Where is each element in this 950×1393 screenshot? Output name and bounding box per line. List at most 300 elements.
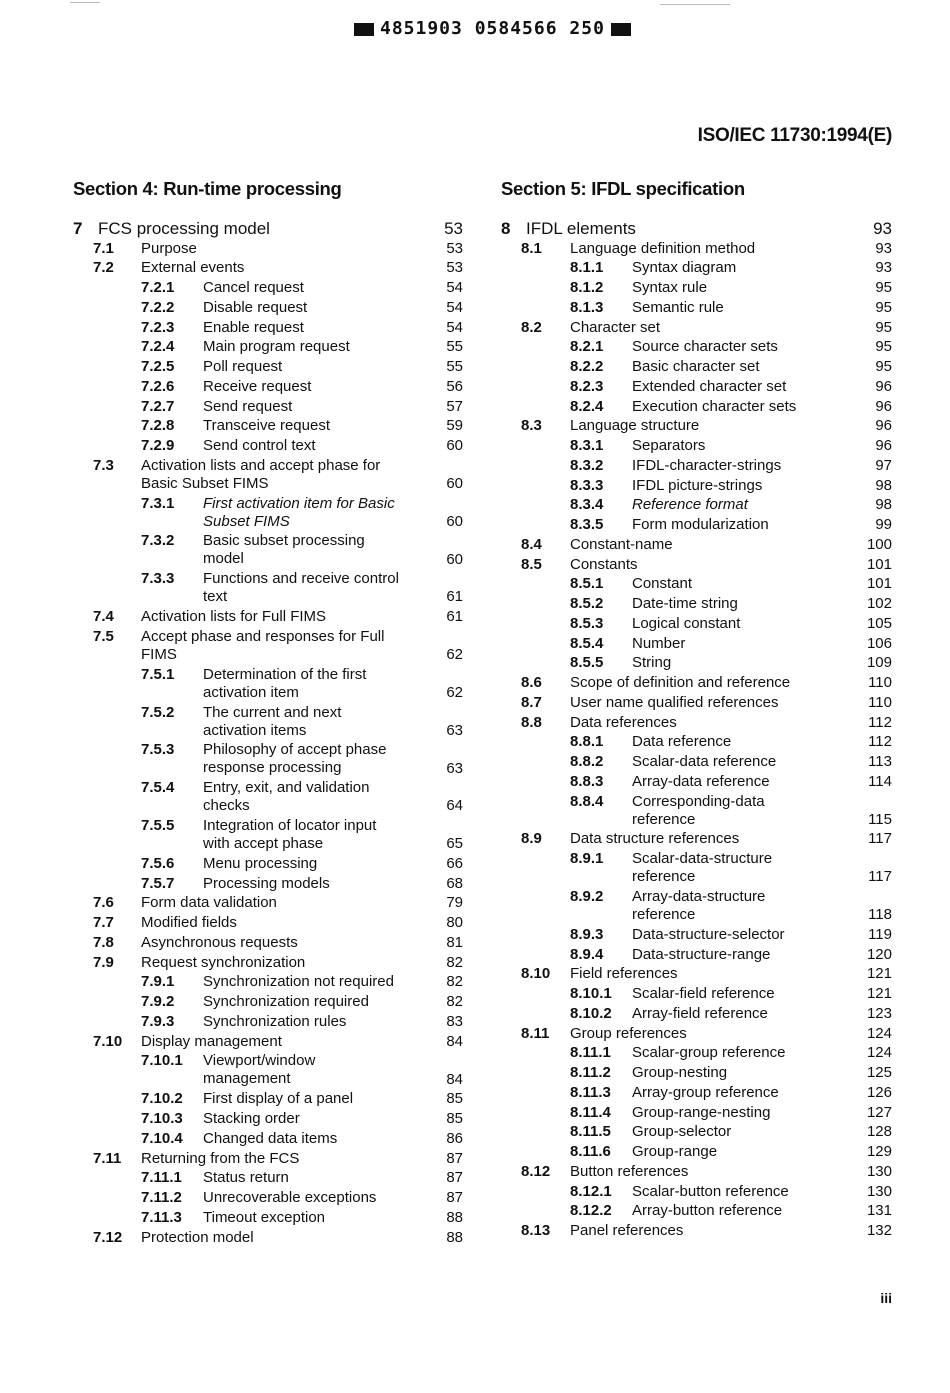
toc-entry-number: 7.4 [93, 608, 114, 626]
toc-entry-title [141, 934, 419, 952]
toc-entry-page: 126 [866, 1083, 892, 1101]
toc-entry-number: 8.10.2 [570, 1004, 612, 1022]
toc-entry [501, 1123, 896, 1143]
toc-entry-title [141, 457, 419, 493]
toc-entry-page: 106 [866, 634, 892, 652]
toc-entry-title [570, 674, 848, 692]
toc-entry-title [632, 516, 848, 534]
toc-entry-title-line: Language definition method [570, 239, 756, 257]
toc-entry-title [203, 532, 419, 568]
toc-entry-number: 8.3.2 [570, 456, 604, 474]
toc-entry [73, 993, 468, 1013]
toc-entry-title [141, 1033, 419, 1051]
toc-entry-page: 129 [866, 1143, 892, 1161]
toc-entry-title-line: Basic character set [632, 358, 760, 375]
toc-entry-title [203, 338, 419, 356]
toc-entry-title [632, 299, 848, 317]
toc-entry [73, 1013, 468, 1033]
toc-entry-page: 66 [446, 854, 463, 872]
toc-entry-title-line: Unrecoverable exceptions [203, 1189, 377, 1207]
toc-entry-page: 53 [446, 239, 463, 257]
toc-entry-number: 8.3.1 [570, 437, 604, 454]
toc-entry-title-line: Language structure [570, 417, 700, 435]
toc-entry-title [632, 1005, 848, 1023]
toc-entry-page: 109 [866, 654, 892, 672]
toc-entry-title [570, 417, 848, 435]
toc-entry-title-line: Transceive request [203, 417, 331, 435]
toc-entry-title-line: String [632, 654, 672, 672]
toc-entry [501, 965, 896, 985]
toc-entry-title [570, 714, 848, 732]
toc-entry-number: 7 [73, 219, 83, 238]
toc-entry [73, 457, 468, 495]
toc-entry-title-line: Button references [570, 1162, 689, 1180]
toc-entry-page: 95 [875, 318, 892, 336]
toc-entry-title [141, 954, 419, 972]
toc-entry-title [632, 338, 848, 356]
toc-entry-page: 123 [866, 1004, 892, 1022]
toc-entry-title-line: Processing models [203, 874, 330, 892]
toc-entry-page: 63 [446, 759, 463, 777]
toc-entry-page: 60 [446, 474, 463, 492]
toc-entry-title-line: Constant-name [570, 535, 673, 553]
toc-entry-page: 130 [866, 1182, 892, 1200]
toc-entry-title [570, 965, 848, 983]
barcode-block-left [354, 23, 374, 36]
toc-entry [501, 850, 896, 888]
toc-entry-title [632, 926, 848, 944]
toc-entry-title-line: Syntax rule [632, 279, 708, 296]
toc-entry [501, 1222, 896, 1242]
toc-entry-title-line: Asynchronous requests [141, 933, 298, 951]
toc-entry-title [632, 1104, 848, 1122]
toc-entry-title-line: Menu processing [203, 854, 318, 872]
toc-entry-number: 8.5.2 [570, 595, 604, 612]
toc-entry-title-line: Field references [570, 965, 678, 983]
toc-entry-title-line: Send request [203, 397, 293, 415]
toc-entry [501, 985, 896, 1005]
toc-entry-title [632, 398, 848, 416]
scan-mark [660, 4, 730, 5]
toc-entry-page: 95 [875, 338, 892, 356]
toc-entry-number: 8.5 [521, 555, 542, 573]
toc-entry-page: 96 [875, 377, 892, 395]
toc-entry-title [632, 1044, 848, 1062]
toc-entry [73, 875, 468, 895]
toc-entry-number: 7.2.7 [141, 397, 175, 415]
toc-entry-page: 60 [446, 437, 463, 454]
toc-entry-page: 102 [866, 595, 892, 612]
toc-entry-title [632, 1143, 848, 1161]
toc-entry-number: 7.2.5 [141, 358, 175, 375]
toc-entry-number: 8 [501, 219, 511, 238]
toc-entry-title-line: Returning from the FCS [141, 1149, 300, 1167]
toc-entry-title [203, 1189, 419, 1207]
toc-entry-title [632, 1064, 848, 1082]
toc-entry-number: 7.9.3 [141, 1012, 175, 1030]
toc-entry-page: 55 [446, 358, 463, 375]
toc-entry [73, 495, 468, 533]
toc-entry-page: 110 [868, 693, 892, 711]
toc-entry-title-line: Disable request [203, 298, 308, 316]
toc-entry-title-line: Array-button reference [632, 1202, 783, 1220]
toc-entry-title-line: First activation item for Basic [203, 494, 395, 512]
toc-entry-number: 8.2 [521, 318, 542, 336]
toc-entry-page: 124 [866, 1044, 892, 1062]
toc-entry-page: 84 [446, 1070, 463, 1088]
toc-entry-title-line: reference [632, 868, 696, 886]
toc-entry [501, 615, 896, 635]
toc-entry [501, 575, 896, 595]
toc-entry-page: 132 [866, 1222, 892, 1240]
toc-entry-page: 97 [875, 456, 892, 474]
toc-entry-number: 7.2.1 [141, 279, 175, 296]
toc-entry-page: 110 [868, 674, 892, 691]
toc-entry [73, 973, 468, 993]
toc-entry-title [632, 888, 848, 924]
toc-entry-title [98, 219, 419, 238]
toc-entry-title-line: IFDL elements [526, 219, 636, 238]
toc-entry-number: 8.9.2 [570, 887, 604, 905]
toc-entry-title-line: Array-data-structure [632, 887, 766, 905]
toc-entry [73, 398, 468, 418]
toc-entry-title [203, 437, 419, 455]
toc-entry-number: 7.10.2 [141, 1090, 183, 1108]
toc-entry-number: 7.7 [93, 914, 114, 932]
toc-entry-title [632, 753, 848, 771]
toc-entry-page: 100 [866, 535, 892, 553]
toc-entry-number: 8.11.1 [570, 1044, 611, 1062]
toc-entry-page: 120 [866, 945, 892, 963]
toc-entry-number: 7.3.2 [141, 532, 175, 550]
toc-entry [501, 319, 896, 339]
toc-entry-number: 8.5.4 [570, 634, 604, 652]
toc-entry-title [203, 1130, 419, 1148]
toc-entry-number: 8.3 [521, 417, 542, 435]
toc-entry-number: 8.4 [521, 535, 542, 553]
toc-entry [501, 1143, 896, 1163]
toc-entry [73, 741, 468, 779]
toc-entry-number: 8.5.1 [570, 575, 604, 593]
toc-entry [501, 714, 896, 734]
toc-entry-number: 7.2.8 [141, 417, 175, 435]
toc-entry-number: 8.1.1 [570, 259, 604, 277]
toc-entry [501, 1183, 896, 1203]
toc-entry-page: 60 [446, 512, 463, 530]
toc-entry-title-line: Integration of locator input [203, 817, 377, 835]
toc-entry [73, 1229, 468, 1249]
toc-entry-title-line: Determination of the first [203, 665, 367, 683]
toc-entry-number: 8.2.1 [570, 338, 604, 356]
toc-entry-title-line: Semantic rule [632, 298, 724, 316]
toc-entry-title-line: Receive request [203, 377, 312, 395]
toc-entry [501, 793, 896, 831]
toc-entry-title-line: Syntax diagram [632, 259, 737, 277]
toc-entry-page: 119 [868, 925, 892, 943]
toc-entry [501, 259, 896, 279]
toc-entry-page: 118 [868, 906, 892, 924]
toc-entry-title-line: Extended character set [632, 377, 787, 395]
toc-entry-number: 7.5.4 [141, 779, 175, 797]
toc-entry-page: 87 [446, 1149, 463, 1167]
toc-entry-page: 53 [444, 219, 463, 238]
toc-entry-title-line: Modified fields [141, 914, 237, 932]
scan-mark [70, 2, 100, 3]
toc-left-column [73, 219, 468, 1248]
toc-entry [501, 733, 896, 753]
toc-entry-title [141, 240, 419, 258]
toc-entry-title-line: Status return [203, 1169, 289, 1187]
toc-entry-title [632, 279, 848, 297]
barcode-number: 4851903 0584566 250 [380, 18, 605, 39]
toc-entry-title-line: Scalar-field reference [632, 985, 775, 1003]
toc-entry-page: 79 [446, 894, 463, 912]
toc-entry-title-line: Data reference [632, 733, 732, 751]
toc-entry-number: 8.10 [521, 965, 551, 983]
toc-entry [501, 556, 896, 576]
toc-entry [501, 773, 896, 793]
toc-entry-number: 7.2.4 [141, 338, 175, 356]
toc-entry-number: 8.6 [521, 674, 542, 691]
toc-entry [501, 926, 896, 946]
toc-entry [501, 536, 896, 556]
toc-entry-title [203, 570, 419, 606]
toc-entry-title-line: Functions and receive control [203, 570, 399, 588]
toc-entry-number: 8.11.2 [570, 1064, 611, 1082]
toc-entry [501, 496, 896, 516]
toc-entry-number: 8.11.3 [570, 1083, 611, 1101]
toc-entry [73, 628, 468, 666]
toc-entry-number: 7.11 [93, 1149, 122, 1167]
toc-entry-number: 7.11.1 [141, 1169, 182, 1187]
toc-entry-number: 7.2.6 [141, 377, 175, 395]
toc-entry-title-line: IFDL picture-strings [632, 476, 763, 494]
toc-entry-title-line: Timeout exception [203, 1208, 326, 1226]
toc-entry-title-line: Panel references [570, 1222, 684, 1240]
toc-entry-title [203, 875, 419, 893]
toc-entry [73, 608, 468, 628]
toc-entry [501, 694, 896, 714]
toc-entry [73, 279, 468, 299]
toc-entry-page: 96 [875, 437, 892, 454]
toc-entry-title-line: Array-data reference [632, 772, 770, 790]
toc-entry [501, 888, 896, 926]
toc-entry-page: 95 [875, 279, 892, 296]
toc-entry-title-line: Array-group reference [632, 1083, 779, 1101]
toc-entry-page: 86 [446, 1129, 463, 1147]
toc-entry-page: 84 [446, 1032, 463, 1050]
toc-entry-title-line: Cancel request [203, 279, 304, 296]
toc-entry-title [203, 1110, 419, 1128]
standard-reference: ISO/IEC 11730:1994(E) [697, 125, 892, 146]
toc-entry-title-line: Data-structure-selector [632, 925, 785, 943]
toc-entry-title-line: Display management [141, 1032, 282, 1050]
toc-entry-page: 88 [446, 1208, 463, 1226]
toc-entry-title [570, 1222, 848, 1240]
toc-entry-title [632, 595, 848, 613]
toc-entry-number: 8.12.2 [570, 1202, 612, 1220]
toc-entry-title [203, 378, 419, 396]
toc-entry [73, 1110, 468, 1130]
toc-entry-number: 8.9.1 [570, 850, 604, 868]
toc-entry [73, 437, 468, 457]
toc-entry-page: 98 [875, 476, 892, 494]
toc-entry-page: 54 [446, 279, 463, 296]
toc-entry-page: 65 [446, 835, 463, 853]
toc-entry-number: 7.10.1 [141, 1052, 183, 1070]
toc-entry-number: 7.3.3 [141, 570, 175, 588]
toc-entry-title-line: Scalar-data-structure [632, 850, 773, 868]
toc-entry-title-line: Array-field reference [632, 1004, 768, 1022]
toc-entry-page: 55 [446, 338, 463, 356]
toc-entry-page: 95 [875, 298, 892, 316]
toc-entry-title [203, 973, 419, 991]
toc-entry-page: 96 [875, 397, 892, 415]
toc-entry [73, 894, 468, 914]
toc-entry-title-line: Group references [570, 1024, 687, 1042]
toc-entry-number: 8.1.3 [570, 298, 604, 316]
toc-entry-number: 7.2 [93, 259, 114, 277]
toc-entry [73, 1209, 468, 1229]
toc-entry-title [570, 319, 848, 337]
toc-entry-title-line: Corresponding-data [632, 792, 765, 810]
toc-entry [73, 1130, 468, 1150]
toc-entry-title [203, 398, 419, 416]
toc-entry-page: 63 [446, 721, 463, 739]
toc-entry-title-line: Enable request [203, 318, 304, 336]
toc-entry [501, 1084, 896, 1104]
toc-entry-number: 7.2.9 [141, 437, 175, 454]
toc-entry-page: 82 [446, 953, 463, 971]
toc-entry-number: 7.12 [93, 1228, 123, 1246]
toc-entry-title [141, 628, 419, 664]
toc-entry-title [632, 793, 848, 829]
toc-entry-title-line: Scalar-group reference [632, 1044, 786, 1062]
toc-entry-title-line: Changed data items [203, 1129, 338, 1147]
toc-entry-title [203, 1052, 419, 1088]
toc-entry-page: 98 [875, 496, 892, 514]
toc-entry-title [203, 1209, 419, 1227]
toc-entry-title [632, 477, 848, 495]
toc-entry-page: 127 [866, 1103, 892, 1121]
toc-entry-number: 7.5.3 [141, 741, 175, 759]
toc-entry-number: 8.3.4 [570, 496, 604, 514]
right-section-title: Section 5: IFDL specification [501, 178, 745, 199]
toc-entry-title-line: Accept phase and responses for Full [141, 627, 385, 645]
toc-entry-number: 7.9 [93, 953, 114, 971]
toc-entry-title [570, 536, 848, 554]
toc-entry-title-line: reference [632, 810, 696, 828]
toc-entry-title-line: Activation lists and accept phase for [141, 456, 381, 474]
toc-entry [501, 358, 896, 378]
toc-entry-title-line: Scope of definition and reference [570, 674, 791, 691]
toc-entry-page: 88 [446, 1228, 463, 1246]
toc-entry-title [632, 773, 848, 791]
toc-entry-number: 7.5.6 [141, 854, 175, 872]
toc-entry-page: 68 [446, 874, 463, 892]
toc-entry-page: 80 [446, 914, 463, 932]
toc-entry-title-line: Character set [570, 318, 661, 336]
toc-entry [73, 219, 468, 240]
toc-entry-title-line: Philosophy of accept phase [203, 741, 387, 759]
toc-entry-page: 82 [446, 973, 463, 991]
toc-entry-title-line: Execution character sets [632, 397, 797, 415]
toc-entry [501, 1104, 896, 1124]
toc-entry-title [632, 635, 848, 653]
toc-entry-title-line: Scalar-button reference [632, 1182, 789, 1200]
toc-entry-page: 57 [446, 397, 463, 415]
toc-entry-number: 7.5.7 [141, 874, 175, 892]
toc-entry [73, 1052, 468, 1090]
toc-entry-number: 8.9 [521, 830, 542, 848]
toc-entry-number: 8.10.1 [570, 985, 612, 1003]
toc-entry-page: 101 [866, 555, 892, 573]
toc-entry-title-line: First display of a panel [203, 1090, 354, 1108]
toc-entry-number: 8.1.2 [570, 279, 604, 296]
toc-entry-title [203, 358, 419, 376]
toc-entry-title-line: The current and next [203, 703, 342, 721]
toc-entry-title [570, 240, 848, 258]
toc-entry [501, 338, 896, 358]
toc-entry-title-line: Number [632, 634, 686, 652]
toc-entry-page: 64 [446, 797, 463, 815]
toc-entry-number: 8.2.2 [570, 358, 604, 375]
toc-entry-page: 112 [868, 713, 892, 731]
toc-entry [73, 570, 468, 608]
toc-entry [73, 1033, 468, 1053]
toc-entry-number: 8.2.3 [570, 377, 604, 395]
toc-entry-number: 7.2.3 [141, 318, 175, 336]
toc-entry-title-line: FCS processing model [98, 219, 270, 238]
toc-entry-title [632, 1084, 848, 1102]
toc-entry-title-line: User name qualified references [570, 693, 779, 711]
toc-entry [73, 934, 468, 954]
toc-entry [501, 595, 896, 615]
toc-entry-number: 7.9.2 [141, 993, 175, 1011]
toc-entry-title [141, 1150, 419, 1168]
toc-entry-number: 8.9.4 [570, 945, 604, 963]
toc-entry-title-line: FIMS [141, 645, 177, 663]
toc-entry-title [632, 378, 848, 396]
toc-entry-title [632, 985, 848, 1003]
toc-entry-number: 7.10 [93, 1032, 123, 1050]
toc-entry [501, 1202, 896, 1222]
toc-entry-title [632, 358, 848, 376]
toc-entry-page: 85 [446, 1090, 463, 1108]
toc-entry-number: 8.2.4 [570, 397, 604, 415]
toc-entry-number: 7.5.2 [141, 703, 175, 721]
toc-entry-page: 125 [866, 1064, 892, 1082]
toc-entry-page: 87 [446, 1169, 463, 1187]
toc-entry [73, 1090, 468, 1110]
toc-entry [73, 817, 468, 855]
toc-entry-number: 8.8.1 [570, 733, 604, 751]
toc-entry-title-line: Data references [570, 713, 677, 731]
toc-entry-page: 62 [446, 645, 463, 663]
toc-entry [501, 674, 896, 694]
toc-entry-title [141, 608, 419, 626]
toc-entry-page: 61 [446, 608, 463, 626]
toc-entry-number: 7.2.2 [141, 298, 175, 316]
toc-entry-title [632, 496, 848, 514]
toc-entry-title-line: activation item [203, 683, 299, 701]
toc-entry-title-line: Viewport/window [203, 1052, 316, 1070]
toc-entry-title-line: checks [203, 797, 250, 815]
toc-entry-page: 95 [875, 358, 892, 375]
toc-entry-number: 8.12 [521, 1162, 551, 1180]
toc-entry-title [203, 299, 419, 317]
toc-entry-title [632, 733, 848, 751]
